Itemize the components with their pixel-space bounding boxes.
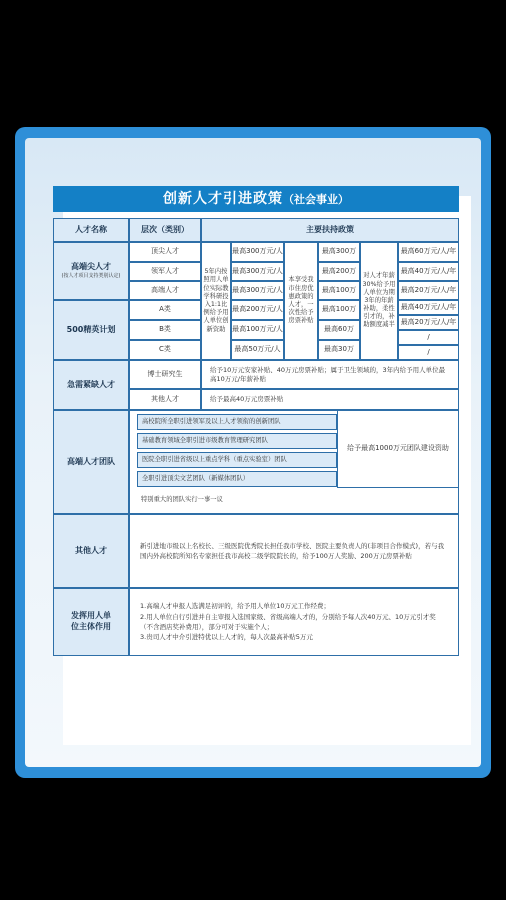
category-elite500: 500精英计划 <box>53 300 129 360</box>
policy-col4-row4: 最高100万 <box>318 300 360 320</box>
team-special-note: 特别重大的团队实行一事一议 <box>141 495 223 503</box>
level-a: A类 <box>129 300 201 320</box>
policy-col2-row2: 最高300万元/人 <box>231 262 284 281</box>
team-item-3: 医院全职引进省级以上重点学科（重点实验室）团队 <box>137 452 337 468</box>
policy-col2-row6: 最高50万元/人 <box>231 340 284 360</box>
category-urgent: 急需紧缺人才 <box>53 360 129 410</box>
policy-col6-row2: 最高40万元/人/年 <box>398 262 459 281</box>
policy-col2-row3: 最高300万元/人 <box>231 281 284 300</box>
level-b: B类 <box>129 320 201 340</box>
policy-col6-row4: 最高40万元/人/年 <box>398 300 459 315</box>
header-policy: 主要扶持政策 <box>201 218 459 242</box>
team-item-1: 高校院所全职引进领军及以上人才领衔的创新团队 <box>137 414 337 430</box>
policy-col4-row3: 最高100万 <box>318 281 360 300</box>
category-top-talent <box>53 242 129 300</box>
level-other-urgent: 其他人才 <box>129 389 201 410</box>
policy-col4-row5: 最高60万 <box>318 320 360 340</box>
policy-housing-voucher: 本享受我市住房优惠政策的人才，一次性给予房票补贴 <box>284 242 318 360</box>
category-top-talent-note: (按人才项目支持类别认定) <box>61 273 121 280</box>
policy-col6-row7: / <box>398 345 459 360</box>
header-level: 层次（类别） <box>129 218 201 242</box>
policy-col6-row1: 最高60万元/人/年 <box>398 242 459 262</box>
header-talent-name: 人才名称 <box>53 218 129 242</box>
policy-col2-row5: 最高100万元/人 <box>231 320 284 340</box>
policy-col2-row1: 最高300万元/人 <box>231 242 284 262</box>
other-policy: 新引进地市级以上名校长、三级医院优秀院长担任我市学校、医院主要负责人的(非项目合作模式)，若与我国内外高校院所知名专家担任我市高校二级学院院长的，给予100万人奖励、200万元房票补贴 <box>129 514 459 588</box>
urgent-other-policy: 给予最高40万元房票补贴 <box>201 389 459 410</box>
title-sub: （社会事业） <box>283 193 349 206</box>
level-top: 顶尖人才 <box>129 242 201 262</box>
category-employer: 发挥用人单位主体作用 <box>53 588 129 656</box>
document-title <box>53 186 459 212</box>
policy-col6-row3: 最高20万元/人/年 <box>398 281 459 300</box>
level-phd: 博士研究生 <box>129 360 201 389</box>
policy-salary-subsidy: 对人才年薪30%给予用人单位为期3年的年薪补助，柔性引才的，补助额度减半 <box>360 242 398 360</box>
policy-col2-row4: 最高200万元/人 <box>231 300 284 320</box>
employer-item-2: 2.用人单位自行引进并自主审报入选国家级、省级高端人才的，分别给予每人次40万元、10万元引才奖（不含酒店奖补费用），部分可对于实施个人； <box>140 612 436 631</box>
policy-col6-row5: 最高20万元/人/年 <box>398 315 459 330</box>
employer-item-3: 3.贵司人才中介引进特优以上人才的，每人次最高补贴5万元 <box>140 633 313 642</box>
policy-col4-row1: 最高300万 <box>318 242 360 262</box>
category-other: 其他人才 <box>53 514 129 588</box>
policy-innovation-funding: 5年内按照用人单位实际教学科研投入1:1比例给予用人单位创新资助 <box>201 242 231 360</box>
team-support: 给予最高1000万元团队建设资助 <box>337 410 459 488</box>
category-team: 高端人才团队 <box>53 410 129 514</box>
level-leading: 领军人才 <box>129 262 201 281</box>
category-top-talent-label: 高端尖人才 <box>71 262 111 272</box>
level-c: C类 <box>129 340 201 360</box>
title-main: 创新人才引进政策 <box>163 191 283 207</box>
employer-policy <box>129 588 459 656</box>
policy-col4-row2: 最高200万 <box>318 262 360 281</box>
level-high-end: 高端人才 <box>129 281 201 300</box>
employer-item-1: 1.高端人才申报人选满足初评的，给予用人单位10万元工作经费； <box>140 602 330 611</box>
team-item-2: 基础教育领域全职引进市级教育管理研究团队 <box>137 433 337 449</box>
team-item-4: 全职引进顶尖文艺团队（新媒体团队） <box>137 471 337 487</box>
policy-col4-row6: 最高30万 <box>318 340 360 360</box>
urgent-phd-policy: 给予10万元安家补贴、40万元房票补贴；属于卫生领域的，3年内给予用人单位最高10万元/年薪补贴 <box>201 360 459 389</box>
policy-col6-row6: / <box>398 330 459 345</box>
